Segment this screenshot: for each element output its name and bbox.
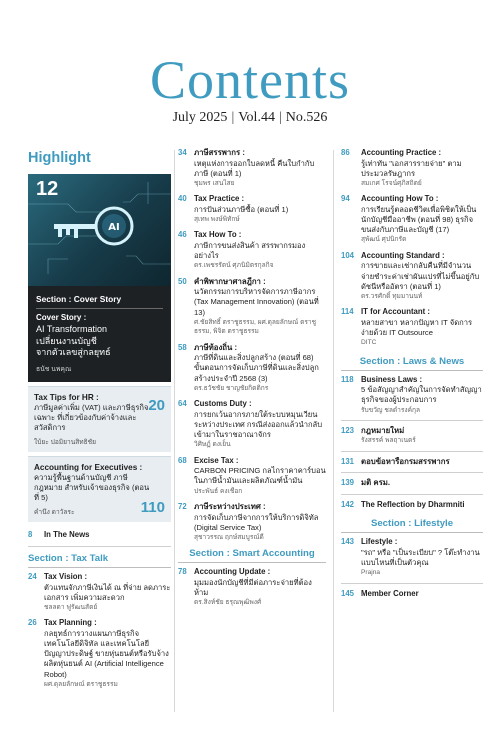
toc-entry[interactable] — [341, 375, 483, 415]
entry-title: Excise Tax : — [194, 455, 239, 465]
entry-title: Tax Planning : — [44, 618, 97, 628]
entry-page: 24 — [28, 572, 37, 581]
entry-page: 50 — [178, 276, 187, 286]
entry-title: Business Laws : — [361, 374, 423, 384]
entry-desc: การปันส่วนภาษีซื้อ (ตอนที่ 1) — [194, 204, 289, 214]
entry-desc: การจัดเก็บภาษีจากการให้บริการดิจิทัล (Digital Service Tax) — [194, 512, 319, 532]
entry-desc: การเรียนรู้ตลอดชีวิตเพื่อพิชิตให้เป็นนักบัญชีมืออาชีพ (ตอนที่ 98) ธุรกิจขนส่งกับภาษีและบัญชี (17) — [361, 204, 477, 235]
entry-page: 58 — [178, 342, 187, 352]
entry-title: กฎหมายใหม่ — [361, 425, 405, 435]
entry-author: สมเกศ โรจน์ศุภิสถิตย์ — [361, 179, 422, 187]
entry-author: ชลลดา ฟูรัฒนสัตย์ — [44, 603, 98, 611]
entry-author: ดร.เพชรรัตน์ ศุภนิมิตรกุลกิจ — [194, 262, 274, 270]
svg-text:AI: AI — [108, 222, 120, 233]
entry-page: 8 — [28, 529, 33, 539]
entry-title: ภาษีระหว่างประเทศ : — [194, 502, 266, 511]
tip-card[interactable] — [28, 456, 171, 522]
entry-author: ดร.วรศักดิ์ ทุมมานนท์ — [361, 292, 423, 300]
entry-author: ประพันธ์ คงเชือก — [194, 487, 243, 495]
tip-author: ใบ้ยะ ปอมิยานสิทธิชัย — [34, 438, 96, 446]
tip-author: คำนึง ดาวัลระ — [34, 508, 75, 516]
divider — [341, 494, 483, 495]
divider — [28, 546, 171, 547]
toc-entry[interactable] — [178, 456, 326, 496]
cover-title-line: เปลี่ยนงานบัญชี — [36, 335, 97, 346]
issue-month-year: July 2025 — [172, 110, 228, 125]
entry-desc: การขายและเช่ากลับคืนที่มีจำนวนจ่ายชำระค่าเช่าผันแปรที่ไม่ขึ้นอยู่กับดัชนีหรืออัตรา (ตอนที่ 1) — [361, 261, 480, 291]
cover-story-text — [28, 286, 171, 382]
toc-entry[interactable] — [178, 230, 326, 270]
toc-entry[interactable] — [341, 194, 483, 245]
entry-author: ดร.สิงห์ชัย ธรุณพุฒิพงศ์ — [194, 599, 262, 607]
toc-entry[interactable] — [178, 343, 326, 394]
cover-story-label: Cover Story : — [36, 313, 87, 322]
entry-title: In The News — [44, 529, 90, 539]
cover-story-title — [36, 324, 163, 359]
entry-title: Accounting How To : — [361, 194, 439, 204]
entry-page: 78 — [178, 567, 187, 577]
entry-page: 104 — [341, 250, 355, 260]
entry-desc: ภาษีการขนส่งสินค้า สรรพากรมองอย่างไร — [194, 240, 306, 261]
tip-card[interactable] — [28, 386, 171, 452]
toc-entry[interactable] — [178, 567, 326, 607]
entry-author: DITC — [361, 339, 377, 347]
toc-entry[interactable] — [341, 500, 483, 511]
tip-desc: ความรู้พื้นฐานด้านบัญชี ภาษี กฎหมาย สำหรับเจ้าของธุรกิจ (ตอนที่ 5) — [34, 472, 150, 502]
entry-page: 118 — [341, 374, 354, 384]
entry-title: IT for Accountant : — [361, 307, 431, 317]
toc-entry[interactable] — [178, 502, 326, 542]
section-heading-lifestyle: Section : Lifestyle — [341, 518, 483, 533]
cover-story-page: 12 — [36, 178, 59, 200]
toc-entry[interactable] — [341, 537, 483, 577]
entry-title: ตอบข้อหารือกรมสรรพากร — [361, 456, 450, 466]
toc-entry[interactable] — [341, 478, 483, 489]
toc-entry[interactable] — [178, 399, 326, 450]
entry-desc: รู้เท่าทัน "เอกสารรายจ่าย" ตามประมวลรัษฎากร — [361, 158, 462, 178]
divider — [341, 451, 483, 452]
entry-author: สุเทพ พงษ์พิทักษ์ — [194, 216, 240, 224]
column-divider — [333, 150, 334, 712]
entry-page: 142 — [341, 499, 355, 509]
tax-column — [178, 148, 326, 608]
entry-desc: กลยุทธ์การวางแผนภาษีธุรกิจเทคโนโลยีดิจิทัล และเทคโนโลยีปัญญาประดิษฐ์ ขายหุ่นยนต์หรือรับจ้างผลิตหุ่นยนต์ AI (Artificial Intelligence Robot) — [44, 628, 169, 679]
accounting-column — [341, 148, 483, 599]
tip-title: Accounting for Executives : — [34, 462, 143, 472]
entry-title: The Reflection by Dharmniti — [361, 499, 465, 509]
toc-entry[interactable] — [28, 572, 171, 612]
issue-number: No.526 — [285, 110, 328, 125]
entry-title: Lifestyle : — [361, 537, 398, 547]
toc-entry-in-the-news[interactable] — [28, 530, 171, 541]
tip-title: Tax Tips for HR : — [34, 392, 99, 402]
entry-page: 139 — [341, 478, 355, 488]
entry-author: ผศ.ดุลยลักษณ์ ตราชูธรรม — [44, 680, 118, 688]
toc-entry[interactable] — [178, 277, 326, 337]
entry-page: 64 — [178, 399, 187, 409]
toc-entry[interactable] — [341, 457, 483, 468]
cover-story-section: Section : Cover Story — [36, 294, 163, 309]
entry-page: 46 — [178, 230, 187, 240]
section-heading-tax-talk: Section : Tax Talk — [28, 553, 171, 568]
entry-title: ภาษีสรรพากร : — [194, 148, 245, 157]
divider — [341, 420, 483, 421]
toc-entry[interactable] — [178, 148, 326, 188]
entry-title: Tax How To : — [194, 230, 242, 240]
entry-author: ชุมพร เสนไสย — [194, 179, 235, 187]
entry-page: 143 — [341, 537, 355, 547]
divider — [341, 583, 483, 584]
toc-entry[interactable] — [341, 307, 483, 347]
entry-page: 34 — [178, 148, 187, 157]
entry-title: Accounting Standard : — [361, 250, 445, 260]
entry-author: รับขวัญ ชลดำรงค์กุล — [361, 406, 421, 414]
toc-entry[interactable] — [341, 148, 483, 188]
entry-author: สุพัฒน์ ศุปนิกรัด — [361, 236, 407, 244]
tip-page: 20 — [148, 396, 165, 414]
entry-author: วิศิษฏ์ ดงเย็น — [194, 441, 231, 449]
separator: | — [278, 110, 282, 125]
entry-desc: ตัวแทนจักภาษีเงินได้ ณ ที่จ่าย ลดภาระเอกสาร เพิ่มความสะดวก — [44, 582, 171, 602]
entry-page: 131 — [341, 456, 355, 466]
entry-page: 40 — [178, 194, 187, 204]
entry-page: 68 — [178, 455, 187, 465]
toc-entry[interactable] — [341, 251, 483, 302]
separator: | — [231, 110, 235, 125]
entry-desc: การยกเว้นอากรภายใต้ระบบหมุนเวียนระหว่างประเทศ กรณีส่งออกแล้วนำกลับเข้ามาในราชอาณาจักร — [194, 409, 323, 440]
toc-entry[interactable] — [341, 426, 483, 446]
entry-desc: เหตุแห่งการออกใบลดหนี้ คืนใบกำกับภาษี (ตอนที่ 1) — [194, 158, 315, 178]
entry-desc: 5 ข้อสัญญาสำคัญในการจัดทำสัญญาธุรกิจของผู้ประกอบการ — [361, 385, 482, 405]
entry-page: 123 — [341, 425, 355, 435]
entry-page: 86 — [341, 148, 350, 157]
entry-author: ดร.ธวัชชัย ชาญชัยกิตติกร — [194, 384, 269, 392]
entry-desc: CARBON PRICING กลไกราคาคาร์บอนในภาษีน้ำมันและผลิตภัณฑ์น้ำมัน — [194, 466, 326, 486]
entry-title: Accounting Practice : — [361, 148, 442, 157]
section-heading-smart-accounting: Section : Smart Accounting — [178, 548, 326, 563]
toc-entry-member-corner[interactable] — [341, 589, 483, 600]
entry-title: ภาษีท้องถิ่น : — [194, 342, 238, 352]
toc-entry[interactable] — [28, 618, 171, 689]
issue-line — [0, 110, 500, 126]
entry-page: 94 — [341, 194, 350, 204]
toc-entry[interactable] — [178, 194, 326, 224]
entry-title: มติ ครม. — [361, 478, 391, 488]
entry-author: ศ.ชัยสิทธิ์ ตราชูธรรม, ผศ.ดุลยลักษณ์ ตราชูธรรม, พิจิต ตราชูธรรม — [194, 318, 317, 336]
entry-page: 26 — [28, 618, 37, 628]
issue-volume: Vol.44 — [238, 110, 275, 125]
entry-title: Customs Duty : — [194, 399, 252, 409]
column-divider — [174, 150, 175, 712]
section-heading-laws-news: Section : Laws & News — [341, 356, 483, 371]
cover-title-line: AI Transformation — [36, 324, 108, 334]
entry-title: Tax Vision : — [44, 572, 88, 581]
entry-desc: มุมมองนักบัญชีที่มีต่อภาระจ่ายที่ต้องห้าม — [194, 577, 312, 598]
entry-desc: หลายสาขา หลากปัญหา IT จัดการง่ายด้วย IT Outsource — [361, 317, 473, 338]
entry-title: Accounting Update : — [194, 567, 271, 577]
entry-page: 145 — [341, 588, 355, 598]
masthead — [0, 52, 500, 126]
cover-image — [28, 174, 171, 286]
entry-desc: "รถ" หรือ "เป็นระเบียบ" ? โต๊ะทำงานแบบไหนที่เป็นตัวคุณ — [361, 547, 480, 568]
entry-title: Member Corner — [361, 588, 419, 598]
entry-page: 114 — [341, 307, 354, 317]
entry-desc: นวัตกรรมการบริหารจัดการภาษีอากร (Tax Management Innovation) (ตอนที่ 13) — [194, 287, 319, 317]
cover-story-author: ธนัช นพคุณ — [36, 365, 72, 373]
entry-title: Tax Practice : — [194, 194, 245, 204]
page-title: Contents — [149, 50, 350, 110]
entry-author: รังสรรค์ พลฤาเนตร์ — [361, 437, 416, 445]
entry-title: คำพิพากษาศาลฎีกา : — [194, 276, 266, 286]
entry-author: Prajna — [361, 569, 381, 577]
cover-story-card[interactable] — [28, 174, 171, 382]
entry-page: 72 — [178, 502, 187, 511]
divider — [341, 472, 483, 473]
entry-author: สุชาวรรณ ฤกษ์สมบูรณ์ดี — [194, 533, 264, 541]
entry-desc: ภาษีที่ดินและสิ่งปลูกสร้าง (ตอนที่ 68) ขั้นตอนการจัดเก็บภาษีที่ดินและสิ่งปลูกสร้างประจำปี 2568 (3) — [194, 353, 319, 383]
highlight-column — [28, 148, 171, 689]
cover-title-line: จากตัวเลขสู่กลยุทธ์ — [36, 347, 111, 357]
tip-desc: ภาษีมูลค่าเพิ่ม (VAT) และภาษีธุรกิจเฉพาะ ที่เกี่ยวข้องกับค่าจ้างและสวัสดิการ — [34, 402, 149, 432]
tip-page: 110 — [140, 498, 165, 516]
highlight-heading: Highlight — [28, 150, 91, 166]
